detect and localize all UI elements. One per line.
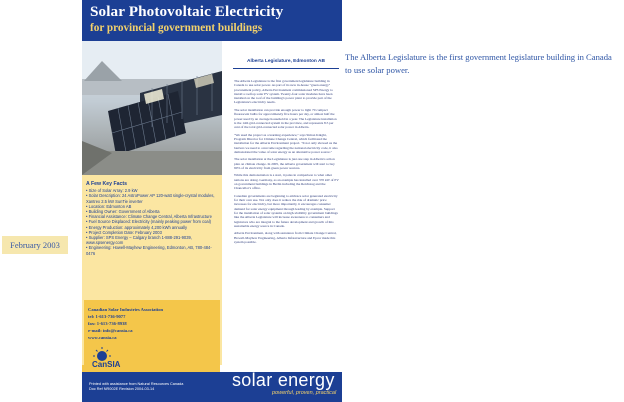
date-tag: February 2003 [2, 236, 68, 254]
article-paragraph: The Alberta Legislature is the first government legislature building in Canada to use solar power. As part of its new in-house "green energy" procurement policy, Alberta Environment commissioned SPS Energy to install a rooftop solar PV system. Twenty-four solar modules have been installed on the roof of the building's power plant to provide part of the Legislature's electricity needs. [234, 79, 333, 105]
article-paragraph: "We used the project as a learning experience," says Simon Knight, Program Director for Climate Change Central, which facilitated the installation for the Alberta Environment project. "It not only showed us the barriers we need to overcome regarding the national electricity code, it also demonstrated the value of solar energy as an alternative power source." [234, 132, 338, 154]
document-page [82, 0, 342, 402]
association-web: www.cansia.ca [88, 335, 117, 340]
association-name: Canadian Solar Industries Association [88, 307, 164, 312]
fact-item: • Engineering: Howell-Mayhew Engineering, Edmonton, AB, 780-484-0476 [86, 245, 212, 256]
association-email: e-mail: info@cansia.ca [88, 328, 133, 333]
heading-rule [233, 68, 339, 69]
key-facts-heading: A Few Key Facts [86, 181, 128, 187]
article-paragraph: The solar installation can provide enough power to light 70 compact fluorescent bulbs for approximately five hours per day, or almost half the power used by an average household in a year. The Legislature installation is the 14th grid-connected system in the province, and represents 8.5 per cent of the total grid-connected solar power in Alberta. [234, 107, 337, 130]
location-heading: Alberta Legislature, Edmonton AB [247, 59, 325, 64]
brand-tagline: powerful, proven, practical [272, 390, 337, 396]
solar-array-image [82, 41, 222, 175]
article-paragraph: The solar installation at the Legislature is just one step in Alberta's action plan on climate change. In 2005, the Alberta government will start to buy 90% of its electricity from green power sources. [234, 157, 335, 170]
key-facts-list [86, 182, 218, 256]
fact-item: • Financial Assistance: Climate Change Central, Alberta Infrastructure [86, 214, 212, 220]
fact-item: • Size of Solar Array: 2.9 kW [86, 188, 138, 194]
print-credit: Printed with assistance from Natural Resources Canada Doc Ref NR002E Revision 2004-03-14 [89, 382, 184, 391]
fact-item: • Energy Production: approximately 4,200 kWh annually [86, 224, 188, 230]
title-banner [82, 0, 342, 41]
fact-item: • Project Completion Date: February 2003 [86, 229, 162, 235]
fact-item: • Location: Edmonton AB [86, 203, 132, 209]
solar-array-photo [82, 41, 222, 175]
fact-item: • Supplier: SPS Energy – Calgary branch 1-888-291-9039, www.spsenergy.com [86, 235, 192, 246]
article-paragraph: Canadian governments are beginning to embrace solar generated electricity for their own use. Not only does it reduce the risk of dramatic price increases for electricity, but more importantly, it encourages consumer demand for solar energy equipment through leading by example. Support for the installation of solar systems on high-visibility government buildings like the Alberta Legislature will increase awareness to consumers and legislators who are integral to the future development and growth of this sustainable energy source in Canada. [234, 193, 338, 228]
fact-item: • Solar Description: 24 AstroPower AP 120-watt single-crystal modules, Xantrex 2.5 kW SunTie inverter [86, 193, 215, 204]
document-title: Solar Photovoltaic Electricity [90, 3, 284, 20]
association-fax: fax: 1-613-736-8938 [88, 321, 127, 326]
caption-text: The Alberta Legislature is the first government legislature building in Canada to use solar power. [345, 52, 612, 75]
association-box [84, 300, 220, 372]
fact-item: • Building Owner: Government of Alberta [86, 209, 160, 215]
article-paragraph: Alberta Environment, along with assistance from Climate Change Central, Howell-Mayhew Engineering, Alberta Infrastructure and Epcor made this system possible. [234, 231, 337, 244]
brand-wordmark: solar energy [232, 370, 335, 390]
article-body [234, 79, 339, 247]
association-tel: tel: 1-613-736-9077 [88, 314, 126, 319]
document-subtitle: for provincial government buildings [90, 22, 263, 34]
fact-item: • Fuel Source Displaced: Electricity (mainly peaking power from coal) [86, 219, 211, 225]
association-contact [88, 306, 178, 341]
article-paragraph: While this demonstration is a start, it pales in comparison to what other nations are doing. Germany, as an example has installed over 370 kW of PV on government buildings in Berlin including the Reichstag and the Chancellor's office. [234, 173, 339, 191]
association-logo-text: CanSIA [92, 360, 121, 369]
